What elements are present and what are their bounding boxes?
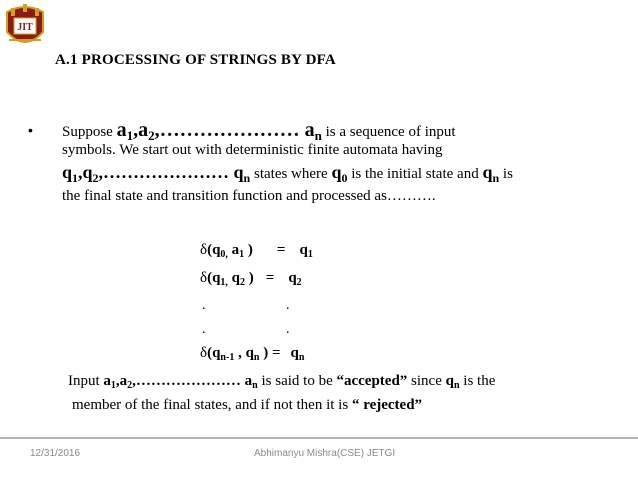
- footer-date: 12/31/2016: [30, 448, 81, 459]
- final-state: $q_n$: [482, 162, 500, 185]
- accepted-label: “accepted”: [336, 373, 408, 389]
- continuation-dot-2a: .: [202, 322, 206, 337]
- conclusion-line-2: member of the final states, and if not then it is “ rejected”: [72, 397, 423, 413]
- rejected-label: “ rejected”: [351, 397, 423, 413]
- continuation-dot-2b: .: [286, 322, 290, 337]
- bullet-line-2: symbols. We start out with deterministic finite automata having: [62, 142, 443, 158]
- footer-divider: [0, 437, 638, 439]
- transition-equation-2: $\delta(q_{1,}$ $q_2$ ) = $q_2$: [200, 270, 302, 288]
- bullet-line-1: [62, 120, 622, 142]
- conclusion-line-1: Input $a_1,a_2,\dots\dots\dots\dots\dots\dots\dots$ $a_n$ is said to be “accepted” since $q_n$ is the: [68, 373, 496, 391]
- continuation-dot-1a: .: [202, 298, 206, 313]
- bullet-line-4: the final state and transition function and processed as……….: [62, 188, 436, 204]
- bullet-line-3: $q_1,q_2,\dots\dots\dots\dots\dots\dots\dots$ $q_n$ states where $q_0$ is the initial state and $q_n$ is: [62, 162, 513, 185]
- initial-state: $q_0$: [331, 162, 348, 185]
- footer-author: Abhimanyu Mishra(CSE) JETGI: [254, 448, 396, 459]
- slide-title: A.1 PROCESSING OF STRINGS BY DFA: [55, 52, 336, 68]
- continuation-dot-1b: .: [286, 298, 290, 313]
- final-state-qn: $q_n$: [445, 373, 460, 391]
- text-sequence-tail: is a sequence of input: [321, 124, 456, 140]
- states-list: $q_1,q_2,\dots\dots\dots\dots\dots\dots\dots$ $q_n$: [62, 162, 251, 185]
- bullet-icon: •: [28, 122, 33, 138]
- bullet-text: [62, 120, 622, 206]
- logo-text: JIT: [17, 22, 33, 33]
- seq-a1: $a_1,a_2,\dots\dots\dots\dots\dots\dots\dots$ $a_n$: [116, 119, 322, 143]
- transition-equation-n: $\delta(q_{n-1}$ , $q_n$ ) = $q_n$: [200, 345, 305, 363]
- input-sequence: $a_1,a_2,\dots\dots\dots\dots\dots\dots\dots$ $a_n$: [103, 373, 258, 391]
- transition-equation-1: $\delta(q_{0,}$ $a_1$ ) = $q_1$: [200, 242, 313, 260]
- text-suppose: Suppose: [62, 124, 117, 140]
- college-logo: [3, 2, 47, 52]
